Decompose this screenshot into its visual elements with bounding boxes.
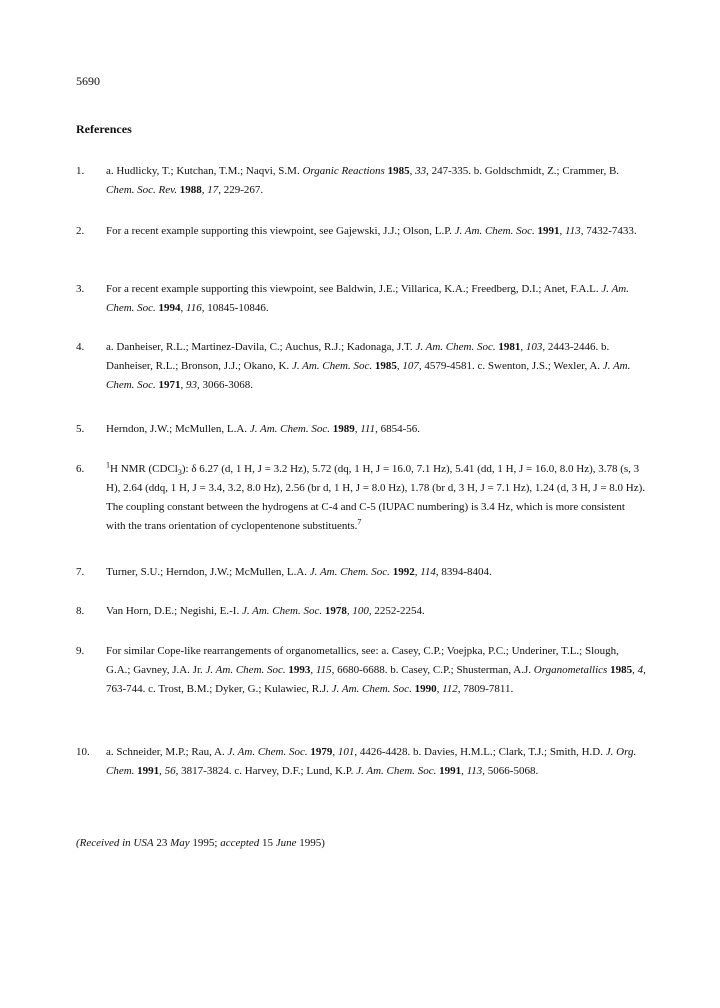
reference-text [106,563,646,582]
text-run: a. Hudlicky, T.; Kutchan, T.M.; Naqvi, S.M. [106,165,303,177]
text-run: , [180,302,187,314]
text-run: , 5066-5068. [482,765,539,777]
italic-text: 17 [207,184,219,196]
italic-text: J. Am. Chem. Soc. [291,360,373,372]
text-run: , 247-335. b. Goldschmidt, Z.; Crammer, B. [426,165,620,177]
italic-text: J. Am. Chem. Soc. [106,360,631,391]
text-run: Turner, S.U.; Herndon, J.W.; McMullen, L.A. [106,566,310,578]
text-run: Herndon, J.W.; McMullen, L.A. [106,423,250,435]
text-run: , [559,225,565,237]
reference-item [76,338,646,395]
italic-text: 112 [442,683,458,695]
reference-item [76,602,646,621]
bold-text: 1993 [288,664,311,676]
reference-item [76,222,646,241]
italic-text: Organic Reactions [302,165,385,177]
bold-text: 1991 [537,225,560,237]
italic-text: 101 [337,746,355,758]
text-run: 1995) [296,837,325,849]
text-run: , 3066-3068. [197,379,253,391]
text-run: , 2252-2254. [368,605,425,617]
reference-item [76,743,646,781]
text-run: H NMR (CDCl [110,463,178,475]
bold-text: 1989 [332,423,355,435]
reference-number: 9. [76,645,85,657]
received-accepted-dates [76,837,325,849]
text-run: , 8394-8404. [435,566,492,578]
italic-text: 107 [402,360,419,372]
reference-number: 5. [76,423,85,435]
text-run: , 7809-7811. [457,683,514,695]
text-run: a. Danheiser, R.L.; Martinez-Davila, C.; Auchus, R.J.; Kadonaga, J.T. [106,341,416,353]
text-run: , [409,165,416,177]
bold-text: 1992 [392,566,415,578]
italic-text: J. Am. Chem. Soc. [249,423,330,435]
bold-text: 1979 [310,746,333,758]
italic-text: 100 [352,605,369,617]
text-run: a. Schneider, M.P.; Rau, A. [106,746,228,758]
reference-number: 1. [76,165,85,177]
italic-text: J. Am. Chem. Soc. [356,765,437,777]
italic-text: Chem. Soc. Rev. [106,184,177,196]
text-run: , [346,605,353,617]
italic-text: J. Am. Chem. Soc. [227,746,308,758]
italic-text: 111 [360,423,376,435]
bold-text: 1985 [610,664,633,676]
reference-text [106,162,646,200]
reference-text [106,460,646,536]
italic-text: Organometallics [533,664,608,676]
bold-text: 1971 [158,379,181,391]
references-heading: References [76,122,132,136]
italic-text: J. Am. Chem. Soc. [205,664,286,676]
reference-number: 4. [76,341,85,353]
italic-text: J. Am. Chem. Soc. [415,341,496,353]
reference-text [106,222,646,241]
subscript: 3 [177,468,182,478]
italic-text: 4 [637,664,644,676]
text-run: , [201,184,208,196]
text-run: , [396,360,403,372]
italic-text: accepted [220,837,260,849]
reference-number: 10. [76,746,90,758]
text-run: For a recent example supporting this viewpoint, see Gajewski, J.J.; Olson, L.P. [106,225,455,237]
text-run: , 4426-4428. b. Davies, H.M.L.; Clark, T.J.; Smith, H.D. [354,746,606,758]
text-run: , 4579-4581. c. Swenton, J.S.; Wexler, A. [418,360,603,372]
reference-number: 2. [76,225,85,237]
italic-text: 114 [420,566,436,578]
reference-text [106,420,646,439]
reference-item [76,460,646,536]
italic-text: 56 [164,765,176,777]
text-run: , 229-267. [218,184,264,196]
reference-item [76,280,646,318]
italic-text: J. Am. Chem. Soc. [331,683,412,695]
bold-text: 1990 [414,683,437,695]
italic-text: J. Org. Chem. [106,746,637,777]
reference-text [106,338,646,395]
superscript: 1 [106,460,110,470]
text-run: , [332,746,338,758]
text-run: , 763-744. c. Trost, B.M.; Dyker, G.; Kulawiec, R.J. [106,664,646,695]
text-run: For a recent example supporting this viewpoint, see Baldwin, J.E.; Villarica, K.A.; Freedberg, D.I.; Anet, F.A.L. [106,283,602,295]
text-run: , 6854-56. [375,423,421,435]
reference-number: 6. [76,463,85,475]
bold-text: 1981 [498,341,521,353]
reference-item [76,420,646,439]
text-run: 15 [259,837,276,849]
text-run: , 2443-2446. b. Danheiser, R.L.; Bronson, J.J.; Okano, K. [106,341,610,372]
italic-text: (Received in USA [76,837,154,849]
italic-text: 115 [315,664,332,676]
reference-number: 7. [76,566,85,578]
text-run: , [520,341,526,353]
text-run: , [436,683,443,695]
italic-text: 103 [525,341,543,353]
superscript: 7 [357,517,362,527]
text-run: , [354,423,361,435]
bold-text: 1985 [374,360,397,372]
italic-text: J. Am. Chem. Soc. [241,605,323,617]
reference-item [76,642,646,699]
italic-text: June [275,837,297,849]
text-run: , [159,765,165,777]
bold-text: 1991 [439,765,462,777]
text-run: , [180,379,187,391]
reference-number: 8. [76,605,85,617]
text-run: ): δ 6.27 (d, 1 H, J = 3.2 Hz), 5.72 (dq, 1 H, J = 16.0, 7.1 Hz), 5.41 (dd, 1 H, J = 16.0, 8.0 Hz), 3.78 (s, 3 H), 2.64 (ddq, 1 H, J = 3.4, 3.2, 8.0 Hz), 2.56 (br d, 1 H, J = 8.0 Hz), 1.78 (br d, 3 H, J = 7.1 Hz), 1.24 (d, 3 H, J = 8.0 Hz). The coupling constant between the hydrogens at C-4 and C-5 (IUPAC numbering) is 3.4 Hz, which is more consistent with the trans orientation of cyclopentenone substituents. [106,463,646,532]
text-run: , 10845-10846. [201,302,269,314]
text-run: 23 [153,837,171,849]
reference-text [106,602,646,621]
bold-text: 1994 [158,302,181,314]
reference-text [106,280,646,318]
bold-text: 1978 [324,605,347,617]
reference-number: 3. [76,283,85,295]
text-run: , 3817-3824. c. Harvey, D.F.; Lund, K.P. [175,765,357,777]
italic-text: 116 [186,302,202,314]
italic-text: 93 [186,379,198,391]
reference-text [106,642,646,699]
italic-text: May [170,837,190,849]
text-run: , [461,765,467,777]
italic-text: 113 [466,765,483,777]
text-run: , 6680-6688. b. Casey, C.P.; Shusterman, A.J. [331,664,534,676]
page-number: 5690 [76,74,100,88]
text-run: , [632,664,638,676]
reference-text [106,743,646,781]
italic-text: J. Am. Chem. Soc. [309,566,390,578]
text-run: 1995; [189,837,221,849]
text-run: , [414,566,421,578]
italic-text: 33 [415,165,427,177]
italic-text: J. Am. Chem. Soc. [454,225,535,237]
text-run: Van Horn, D.E.; Negishi, E.-I. [106,605,242,617]
reference-item [76,563,646,582]
reference-item [76,162,646,200]
text-run: , [310,664,316,676]
italic-text: J. Am. Chem. Soc. [106,283,630,314]
bold-text: 1991 [137,765,160,777]
text-run: For similar Cope-like rearrangements of organometallics, see: a. Casey, C.P.; Voejpka, P.C.; Underiner, T.L.; Slough, G.A.; Gavney, J.A. Jr. [106,645,619,676]
text-run: , 7432-7433. [580,225,637,237]
bold-text: 1985 [387,165,410,177]
italic-text: 113 [565,225,581,237]
bold-text: 1988 [179,184,202,196]
